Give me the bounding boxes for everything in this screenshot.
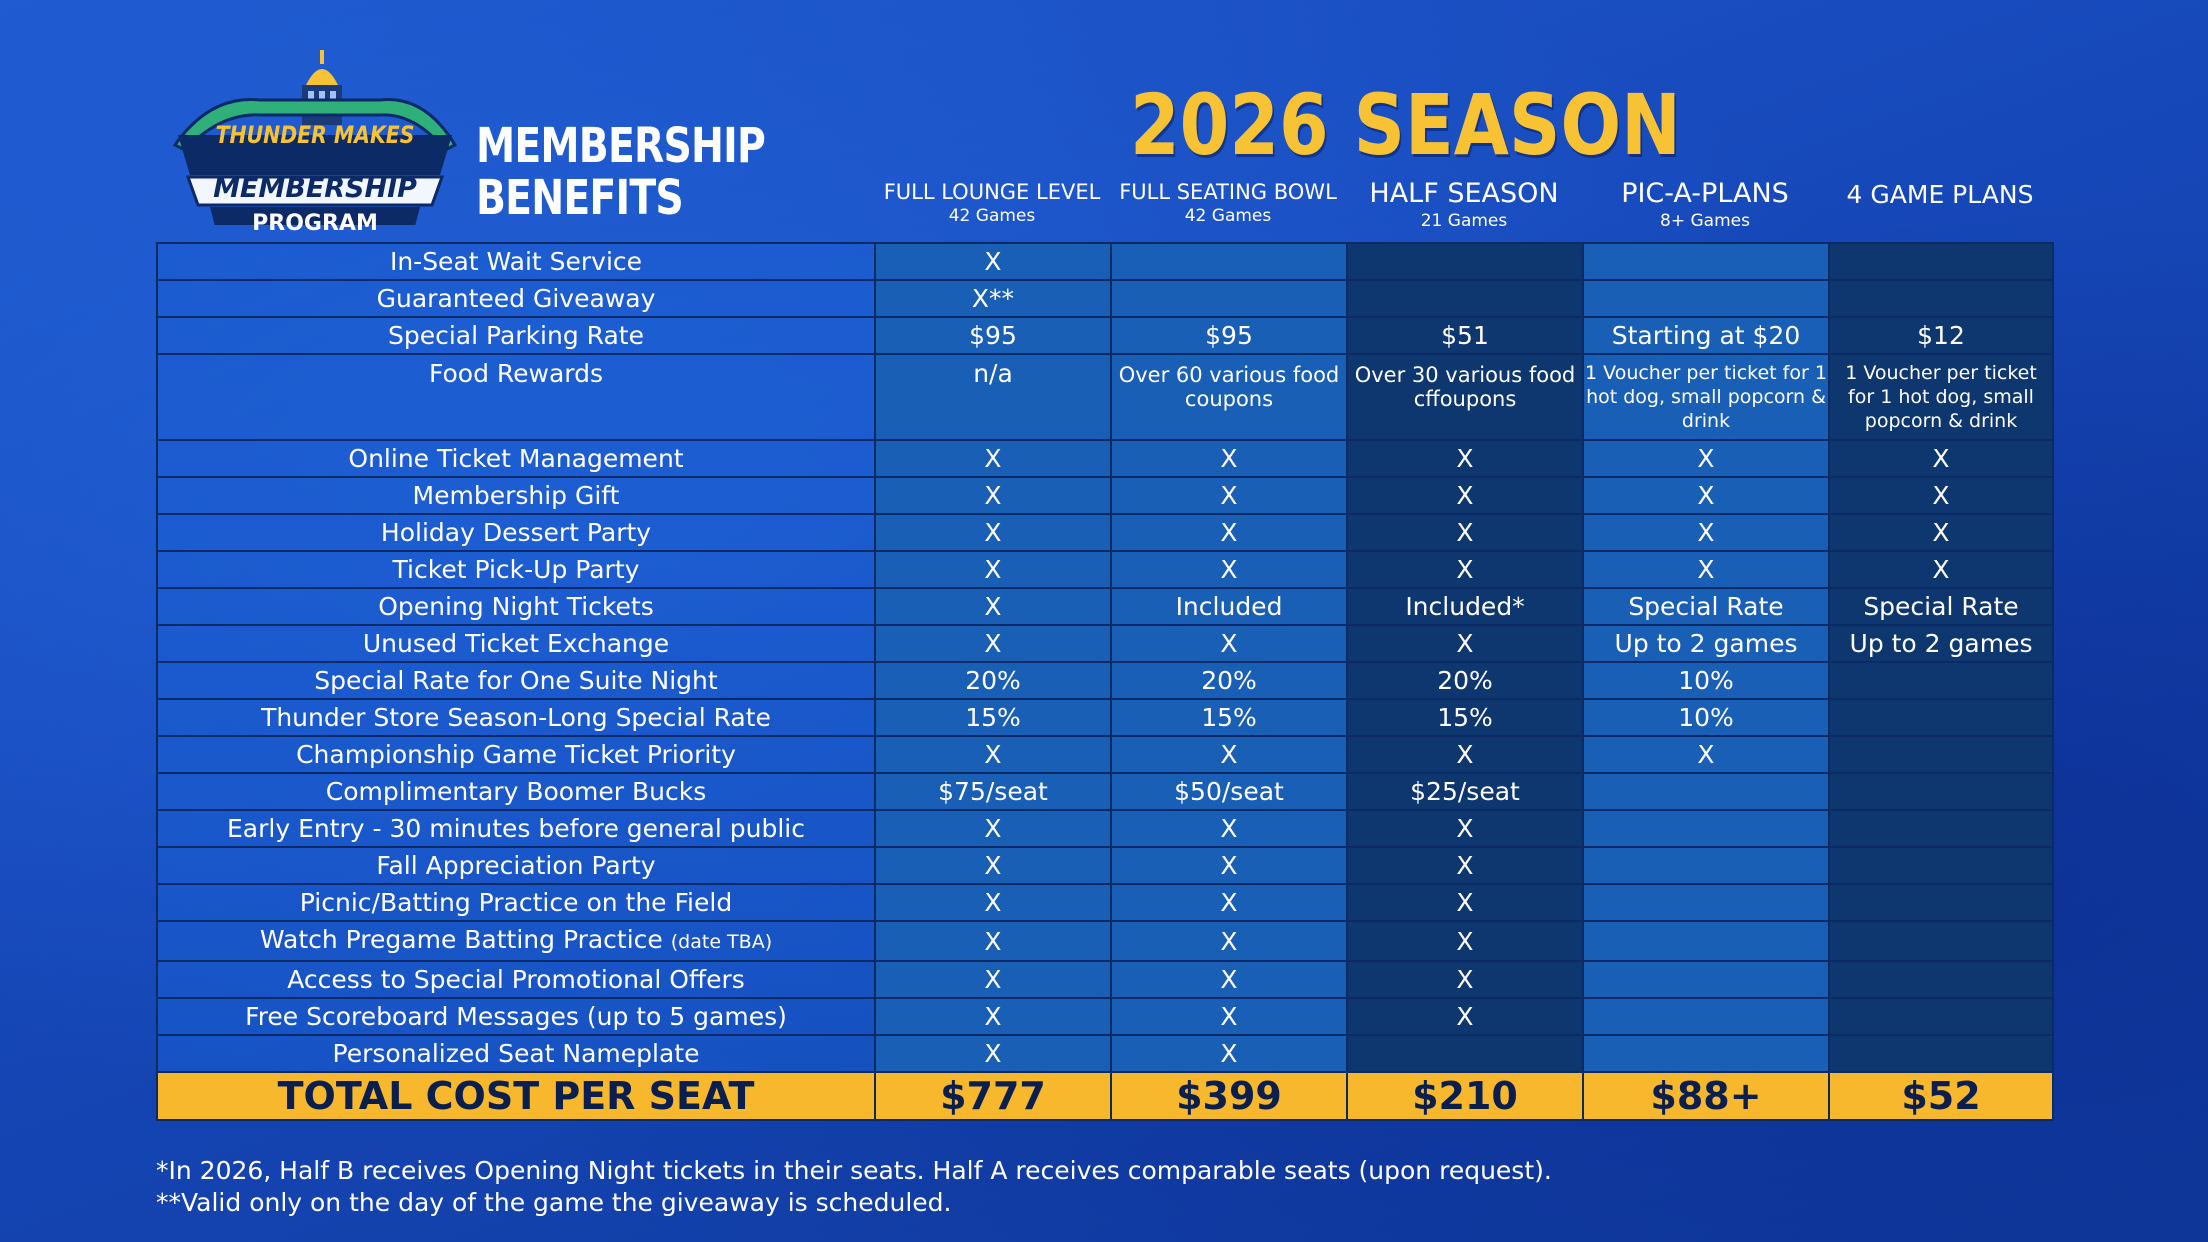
table-row xyxy=(157,662,2053,699)
benefit-cell: X xyxy=(875,736,1111,773)
total-cost-value: $88+ xyxy=(1583,1072,1829,1120)
table-row xyxy=(157,588,2053,625)
benefit-cell: X xyxy=(1111,514,1347,551)
benefit-cell xyxy=(1347,280,1583,317)
benefit-cell xyxy=(1583,998,1829,1035)
benefit-cell: X xyxy=(1829,514,2053,551)
benefit-cell: X xyxy=(1111,551,1347,588)
plan-games: 21 Games xyxy=(1420,211,1508,231)
plan-name: FULL SEATING BOWL xyxy=(1119,180,1337,204)
benefit-label: Fall Appreciation Party xyxy=(157,847,875,884)
total-cost-value: $399 xyxy=(1111,1072,1347,1120)
benefit-cell xyxy=(1829,998,2053,1035)
benefit-cell xyxy=(1347,243,1583,280)
benefit-cell: X xyxy=(1347,884,1583,921)
table-row xyxy=(157,354,2053,440)
benefit-cell: X xyxy=(875,961,1111,998)
total-cost-value: $210 xyxy=(1347,1072,1583,1120)
plan-header-pic-a-plans xyxy=(1582,178,1828,231)
benefit-label: Access to Special Promotional Offers xyxy=(157,961,875,998)
benefit-label: Guaranteed Giveaway xyxy=(157,280,875,317)
benefit-cell: X xyxy=(875,588,1111,625)
benefit-cell: 20% xyxy=(1111,662,1347,699)
plan-name: 4 GAME PLANS xyxy=(1846,180,2034,209)
benefit-cell: 1 Voucher per ticket for 1 hot dog, small popcorn & drink xyxy=(1829,354,2053,440)
plan-games: 42 Games xyxy=(948,206,1036,226)
benefit-cell xyxy=(1583,921,1829,961)
table-row xyxy=(157,280,2053,317)
plan-name: HALF SEASON xyxy=(1369,178,1559,209)
benefit-cell: X xyxy=(1347,514,1583,551)
benefit-cell: X xyxy=(875,477,1111,514)
benefit-cell: Up to 2 games xyxy=(1829,625,2053,662)
table-row xyxy=(157,440,2053,477)
benefit-cell: X xyxy=(875,514,1111,551)
benefit-cell xyxy=(1829,847,2053,884)
benefit-cell: X xyxy=(1111,961,1347,998)
benefit-cell: X xyxy=(1347,736,1583,773)
benefit-cell: 10% xyxy=(1583,699,1829,736)
benefit-cell: X xyxy=(1583,551,1829,588)
plan-name: FULL LOUNGE LEVEL xyxy=(883,180,1101,204)
benefit-cell: X xyxy=(1111,736,1347,773)
benefit-cell xyxy=(1583,773,1829,810)
benefit-cell: X xyxy=(875,847,1111,884)
benefit-label: Watch Pregame Batting Practice xyxy=(259,925,663,954)
benefit-cell: X xyxy=(1111,440,1347,477)
benefit-cell xyxy=(1829,1035,2053,1072)
benefit-label: Complimentary Boomer Bucks xyxy=(157,773,875,810)
benefit-cell: X xyxy=(1347,847,1583,884)
benefit-cell: X xyxy=(1829,551,2053,588)
season-title: 2026 SEASON xyxy=(1130,76,1681,174)
table-row xyxy=(157,998,2053,1035)
benefit-cell: X xyxy=(1583,477,1829,514)
benefit-cell xyxy=(1829,243,2053,280)
benefit-label: Unused Ticket Exchange xyxy=(157,625,875,662)
benefit-cell: 15% xyxy=(875,699,1111,736)
benefit-cell: X xyxy=(875,243,1111,280)
benefit-cell xyxy=(1111,243,1347,280)
benefit-cell: X xyxy=(875,921,1111,961)
plan-games: 8+ Games xyxy=(1660,211,1750,231)
benefit-label: Special Parking Rate xyxy=(157,317,875,354)
total-cost-row xyxy=(157,1072,2053,1120)
benefit-cell: X xyxy=(1347,477,1583,514)
benefit-cell: X xyxy=(1347,440,1583,477)
benefit-cell: X xyxy=(1347,998,1583,1035)
benefit-cell: 1 Voucher per ticket for 1 hot dog, small popcorn & drink xyxy=(1583,354,1829,440)
benefit-cell xyxy=(1829,736,2053,773)
benefit-cell: 10% xyxy=(1583,662,1829,699)
benefit-cell: X xyxy=(875,1035,1111,1072)
logo-line1: THUNDER MAKES xyxy=(215,121,415,149)
benefit-label: Ticket Pick-Up Party xyxy=(157,551,875,588)
table-row xyxy=(157,847,2053,884)
table-row xyxy=(157,514,2053,551)
benefit-cell: Included xyxy=(1111,588,1347,625)
logo-line3: PROGRAM xyxy=(252,211,378,236)
plan-games: 42 Games xyxy=(1184,206,1272,226)
benefit-cell: X xyxy=(1347,810,1583,847)
benefit-cell: X xyxy=(1111,921,1347,961)
table-row xyxy=(157,810,2053,847)
benefit-label: Membership Gift xyxy=(157,477,875,514)
benefit-cell: n/a xyxy=(875,354,1111,440)
benefit-label: Championship Game Ticket Priority xyxy=(157,736,875,773)
table-row xyxy=(157,921,2053,961)
table-row xyxy=(157,773,2053,810)
benefit-cell xyxy=(1583,243,1829,280)
benefit-cell: Included* xyxy=(1347,588,1583,625)
benefit-cell: X xyxy=(875,625,1111,662)
total-cost-value: $52 xyxy=(1829,1072,2053,1120)
benefit-cell xyxy=(1829,921,2053,961)
benefit-label: Special Rate for One Suite Night xyxy=(157,662,875,699)
benefit-cell xyxy=(1583,1035,1829,1072)
benefits-line1: MEMBERSHIP xyxy=(476,118,765,174)
table-row xyxy=(157,884,2053,921)
benefit-cell xyxy=(1111,280,1347,317)
benefit-cell xyxy=(1829,961,2053,998)
footnote-giveaway: **Valid only on the day of the game the giveaway is scheduled. xyxy=(156,1188,952,1217)
logo-line2: MEMBERSHIP xyxy=(213,173,417,204)
total-cost-value: $777 xyxy=(875,1072,1111,1120)
footnote-opening-night: *In 2026, Half B receives Opening Night tickets in their seats. Half A receives comparable seats (upon request). xyxy=(156,1156,1552,1185)
plan-header-half-season xyxy=(1346,178,1582,231)
benefit-label: Holiday Dessert Party xyxy=(157,514,875,551)
plan-name: PIC-A-PLANS xyxy=(1621,178,1789,209)
table-row xyxy=(157,477,2053,514)
benefit-cell: X xyxy=(1583,514,1829,551)
benefit-cell: $75/seat xyxy=(875,773,1111,810)
table-row xyxy=(157,1035,2053,1072)
benefit-label-cell xyxy=(157,921,875,961)
benefit-cell: 20% xyxy=(875,662,1111,699)
benefit-cell: X xyxy=(1111,1035,1347,1072)
benefit-cell: X xyxy=(1111,625,1347,662)
total-cost-label: TOTAL COST PER SEAT xyxy=(157,1072,875,1120)
plan-header-full-lounge xyxy=(874,180,1110,226)
membership-benefits-title xyxy=(476,120,765,224)
benefit-cell xyxy=(1583,810,1829,847)
benefit-cell xyxy=(1583,847,1829,884)
benefit-cell: X xyxy=(875,551,1111,588)
table-row xyxy=(157,625,2053,662)
benefit-cell: X xyxy=(1111,998,1347,1035)
benefit-cell: X xyxy=(1829,477,2053,514)
benefit-cell xyxy=(1347,1035,1583,1072)
benefit-cell: $25/seat xyxy=(1347,773,1583,810)
table-row xyxy=(157,736,2053,773)
benefit-cell: X xyxy=(1111,477,1347,514)
benefit-cell: X xyxy=(875,440,1111,477)
benefit-cell xyxy=(1829,884,2053,921)
benefit-label-note: (date TBA) xyxy=(670,931,773,953)
benefit-cell xyxy=(1829,773,2053,810)
benefit-cell: $12 xyxy=(1829,317,2053,354)
benefits-table xyxy=(156,242,2054,1121)
benefit-cell: X xyxy=(1583,440,1829,477)
benefit-cell: X xyxy=(1829,440,2053,477)
benefit-cell: 20% xyxy=(1347,662,1583,699)
benefit-cell: Up to 2 games xyxy=(1583,625,1829,662)
thunder-membership-logo xyxy=(170,25,460,236)
benefit-cell xyxy=(1829,699,2053,736)
benefit-cell xyxy=(1829,280,2053,317)
benefit-label: Early Entry - 30 minutes before general public xyxy=(157,810,875,847)
table-row xyxy=(157,317,2053,354)
benefit-cell: X xyxy=(1347,961,1583,998)
benefit-cell xyxy=(1583,280,1829,317)
benefit-cell: $95 xyxy=(875,317,1111,354)
plan-header-4-game-plans xyxy=(1828,180,2052,209)
benefit-label: Personalized Seat Nameplate xyxy=(157,1035,875,1072)
benefit-cell: X xyxy=(1111,810,1347,847)
benefit-label: Online Ticket Management xyxy=(157,440,875,477)
benefit-cell: X xyxy=(1347,625,1583,662)
benefit-cell: X xyxy=(1111,847,1347,884)
benefit-label: Food Rewards xyxy=(157,354,875,440)
benefit-cell xyxy=(1583,884,1829,921)
benefit-cell: Special Rate xyxy=(1583,588,1829,625)
benefit-cell: Special Rate xyxy=(1829,588,2053,625)
benefit-cell: X xyxy=(1347,551,1583,588)
benefit-cell: $50/seat xyxy=(1111,773,1347,810)
benefit-cell: X xyxy=(875,998,1111,1035)
benefit-label: Free Scoreboard Messages (up to 5 games) xyxy=(157,998,875,1035)
plan-header-full-seating-bowl xyxy=(1110,180,1346,226)
benefit-label: Opening Night Tickets xyxy=(157,588,875,625)
benefit-cell xyxy=(1829,810,2053,847)
benefit-cell: X** xyxy=(875,280,1111,317)
benefit-cell xyxy=(1829,662,2053,699)
benefit-cell: Over 30 various food cffoupons xyxy=(1347,354,1583,440)
benefit-cell: Over 60 various food coupons xyxy=(1111,354,1347,440)
table-row xyxy=(157,551,2053,588)
benefit-cell: X xyxy=(1111,884,1347,921)
table-row xyxy=(157,961,2053,998)
benefit-cell: $95 xyxy=(1111,317,1347,354)
benefit-cell: Starting at $20 xyxy=(1583,317,1829,354)
benefit-cell: $51 xyxy=(1347,317,1583,354)
benefits-line2: BENEFITS xyxy=(476,170,683,226)
benefit-cell: X xyxy=(1583,736,1829,773)
benefit-cell: 15% xyxy=(1347,699,1583,736)
benefit-cell: X xyxy=(875,884,1111,921)
table-row xyxy=(157,243,2053,280)
benefit-label: Thunder Store Season-Long Special Rate xyxy=(157,699,875,736)
table-row xyxy=(157,699,2053,736)
benefit-cell xyxy=(1583,961,1829,998)
benefit-label: Picnic/Batting Practice on the Field xyxy=(157,884,875,921)
benefit-cell: X xyxy=(1347,921,1583,961)
benefit-cell: 15% xyxy=(1111,699,1347,736)
benefit-cell: X xyxy=(875,810,1111,847)
benefit-label: In-Seat Wait Service xyxy=(157,243,875,280)
